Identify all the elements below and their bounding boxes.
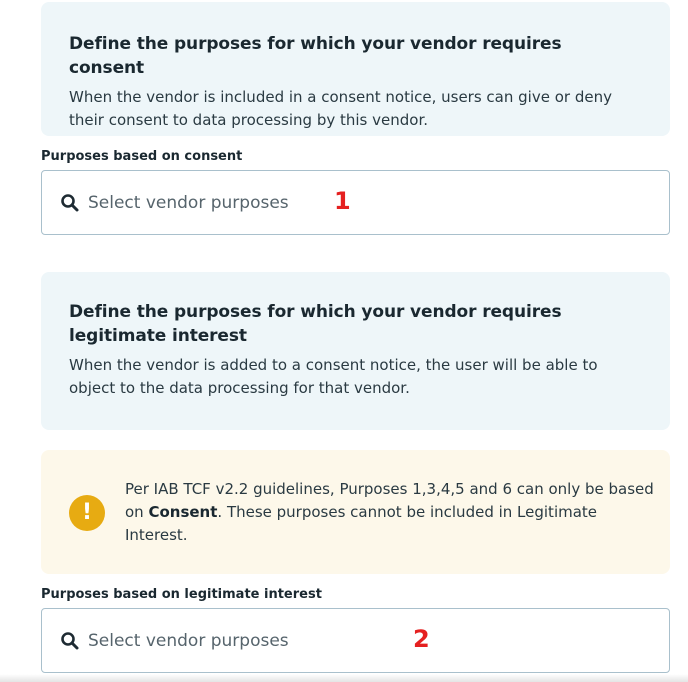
warning-emphasis: Consent <box>148 503 218 521</box>
search-icon <box>60 193 80 213</box>
consent-purposes-select[interactable] <box>41 170 670 235</box>
consent-section-description: When the vendor is included in a consent notice, users can give or deny their consent to data processing by this vendor. <box>69 88 612 129</box>
legitimate-interest-select-placeholder: Select vendor purposes <box>88 631 289 651</box>
warning-text-after: . These purposes cannot be included in Legitimate Interest. <box>125 503 598 544</box>
consent-select-placeholder: Select vendor purposes <box>88 193 289 213</box>
legitimate-interest-purposes-select[interactable] <box>41 608 670 673</box>
legitimate-interest-section-description: When the vendor is added to a consent notice, the user will be able to object to the data processing for that vendor. <box>69 356 598 397</box>
legitimate-interest-section-title: Define the purposes for which your vendor requires legitimate interest <box>69 302 562 346</box>
consent-section-title: Define the purposes for which your vendor requires consent <box>69 34 562 78</box>
exclamation-icon: ! <box>69 495 105 531</box>
bottom-fade <box>0 674 688 682</box>
search-icon <box>60 631 80 651</box>
tcf-warning-box <box>41 450 670 574</box>
warning-message <box>125 478 655 547</box>
consent-info-box <box>41 2 670 136</box>
warning-text-before: Per IAB TCF v2.2 guidelines, Purposes 1,3,4,5 and 6 can only be based on <box>125 480 654 521</box>
annotation-marker-2: 2 <box>413 625 430 653</box>
consent-field-label: Purposes based on consent <box>41 149 243 164</box>
legitimate-interest-info-box <box>41 272 670 430</box>
annotation-marker-1: 1 <box>334 187 351 215</box>
legitimate-interest-field-label: Purposes based on legitimate interest <box>41 587 322 602</box>
